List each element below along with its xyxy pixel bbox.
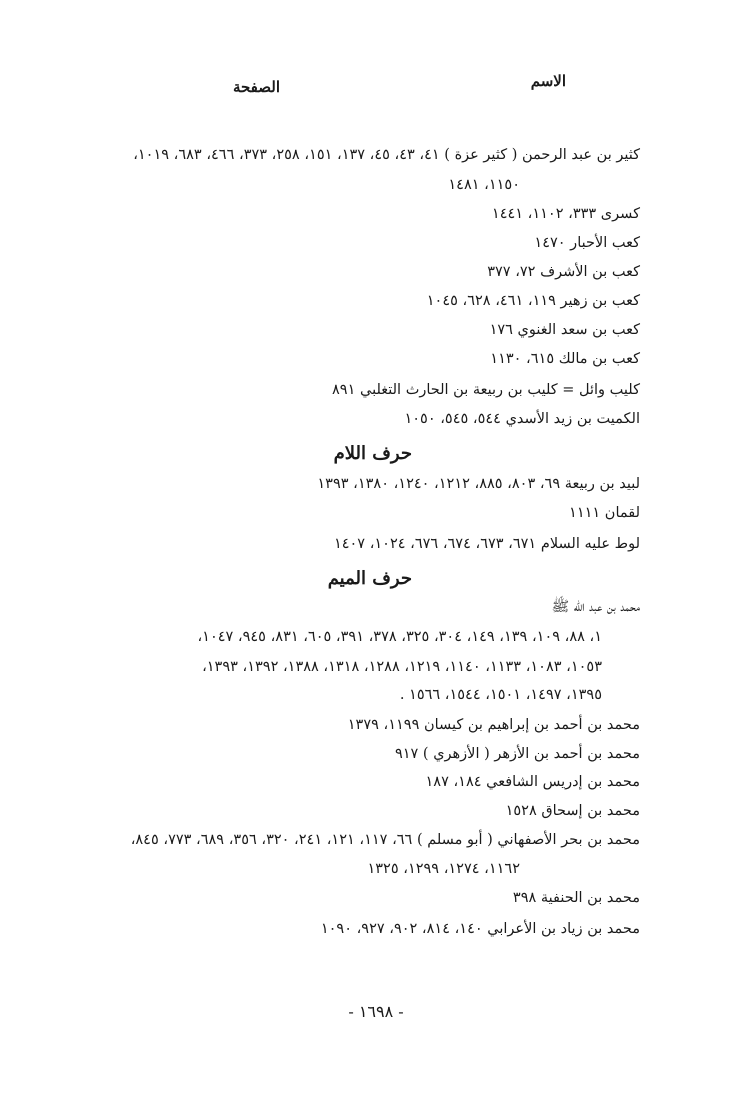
index-entry: محمد بن زياد بن الأعرابي ١٤٠، ٨١٤، ٩٠٢، ٩٢٧، ١٠٩٠ <box>320 921 640 937</box>
column-header-name: الاسم <box>530 72 566 90</box>
index-entry: محمد بن إسحاق ١٥٢٨ <box>505 803 640 819</box>
index-entry: محمد بن بحر الأصفهاني ( أبو مسلم ) ٦٦، ١١٧، ١٢١، ٢٤١، ٣٢٠، ٣٥٦، ٦٨٩، ٧٧٣، ٨٤٥، <box>130 832 640 848</box>
index-entry: لبيد بن ربيعة ٦٩، ٨٠٣، ٨٨٥، ١٢١٢، ١٢٤٠، ١٣٨٠، ١٣٩٣ <box>317 476 640 492</box>
index-entry: كعب بن زهير ١١٩، ٤٦١، ٦٢٨، ١٠٤٥ <box>426 293 640 309</box>
index-entry: كعب بن الأشرف ٧٢، ٣٧٧ <box>487 264 640 280</box>
index-entry: محمد بن إدريس الشافعي ١٨٤، ١٨٧ <box>425 774 640 790</box>
index-entry: كسرى ٣٣٣، ١١٠٢، ١٤٤١ <box>491 206 640 222</box>
index-entry-continuation: ١١٦٢، ١٢٧٤، ١٢٩٩، ١٣٢٥ <box>367 861 520 877</box>
index-entry-continuation: ١٣٩٥، ١٤٩٧، ١٥٠١، ١٥٤٤، ١٥٦٦ . <box>399 687 602 703</box>
index-entry-continuation: ١١٥٠، ١٤٨١ <box>448 177 520 193</box>
index-entry-continuation: ١٠٥٣، ١٠٨٣، ١١٣٣، ١١٤٠، ١٢١٩، ١٢٨٨، ١٣١٨، ١٣٨٨، ١٣٩٢، ١٣٩٣، <box>202 659 602 675</box>
index-entry: كثير بن عبد الرحمن ( كثير عزة ) ٤١، ٤٣، ٤٥، ١٣٧، ١٥١، ٢٥٨، ٣٧٣، ٤٦٦، ٦٨٣، ١٠١٩، <box>133 147 640 163</box>
index-entry: محمد بن عبد الله ﷺ <box>551 599 640 615</box>
index-entry: كعب بن مالك ٦١٥، ١١٣٠ <box>490 351 640 367</box>
index-entry: الكميت بن زيد الأسدي ٥٤٤، ٥٤٥، ١٠٥٠ <box>404 411 640 427</box>
index-entry-continuation: ١، ٨٨، ١٠٩، ١٣٩، ١٤٩، ٣٠٤، ٣٢٥، ٣٧٨، ٣٩١، ٦٠٥، ٨٣١، ٩٤٥، ١٠٤٧، <box>197 629 602 645</box>
index-entry: لقمان ١١١١ <box>569 505 640 521</box>
index-entry: لوط عليه السلام ٦٧١، ٦٧٣، ٦٧٤، ٦٧٦، ١٠٢٤، ١٤٠٧ <box>333 536 640 552</box>
index-entry: محمد بن أحمد بن إبراهيم بن كيسان ١١٩٩، ١٣٧٩ <box>347 717 640 733</box>
index-entry: كعب بن سعد الغنوي ١٧٦ <box>489 322 640 338</box>
index-entry: كليب وائل = كليب بن ربيعة بن الحارث التغلبي ٨٩١ <box>332 382 640 398</box>
column-header-page: الصفحة <box>232 78 280 96</box>
index-entry: كعب الأحبار ١٤٧٠ <box>534 235 640 251</box>
page-number: - ١٦٩٨ - <box>348 1002 404 1021</box>
section-heading-mim: حرف الميم <box>327 568 412 589</box>
index-entry: محمد بن أحمد بن الأزهر ( الأزهري ) ٩١٧ <box>394 746 640 762</box>
section-heading-lam: حرف اللام <box>333 443 412 464</box>
index-entry: محمد بن الحنفية ٣٩٨ <box>512 890 640 906</box>
